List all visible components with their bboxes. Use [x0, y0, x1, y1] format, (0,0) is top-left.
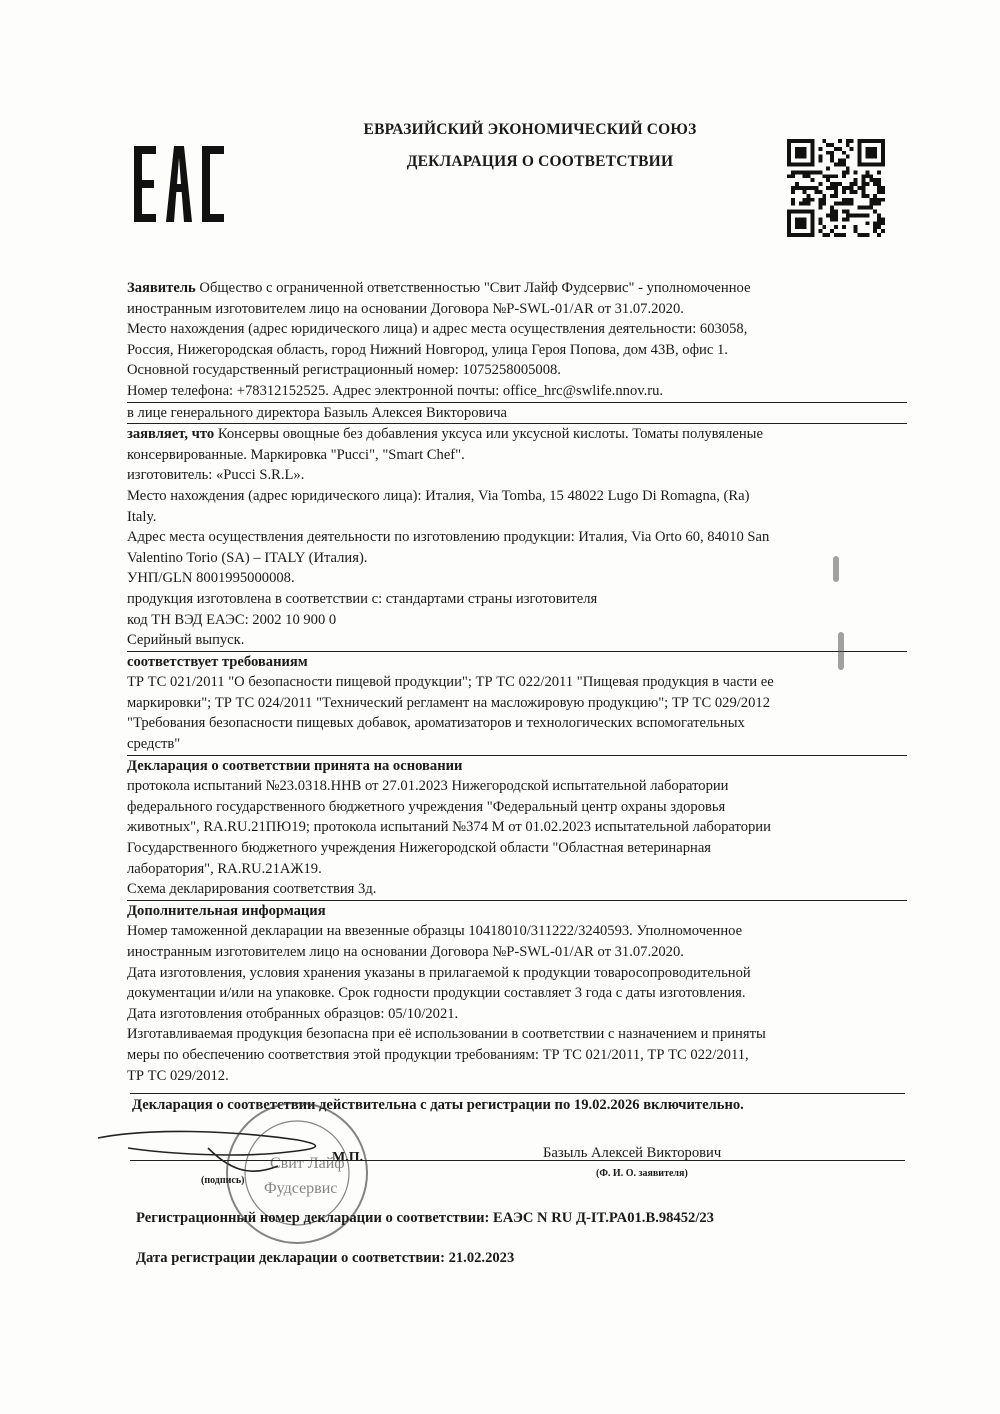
declares-line-10: код ТН ВЭД ЕАЭС: 2002 10 900 0	[127, 611, 337, 628]
eac-logo-icon	[132, 142, 226, 226]
applicant-line-5: Основной государственный регистрационный номер: 1075258005008.	[127, 362, 561, 379]
basis-line-5: лаборатория", RA.RU.21АЖ19.	[127, 860, 322, 877]
registration-number: Регистрационный номер декларации о соответствии: ЕАЭС N RU Д-IT.PA01.B.98452/23	[136, 1210, 714, 1226]
registration-date: Дата регистрации декларации о соответствии: 21.02.2023	[136, 1250, 515, 1266]
validity-text: Декларация о соответствии действительна с даты регистрации по 19.02.2026 включительно.	[132, 1097, 744, 1113]
document-title: ДЕКЛАРАЦИЯ О СООТВЕТСТВИИ	[406, 153, 674, 170]
additional-line-7: меры по обеспечению соответствия этой продукции требованиям: ТР ТС 021/2011, ТР ТС 022/2011,	[127, 1046, 749, 1063]
declares-line-8: УНП/GLN 8001995000008.	[127, 570, 295, 587]
declares-line-11: Серийный выпуск.	[127, 630, 907, 652]
additional-line-3: Дата изготовления, условия хранения указаны в прилагаемой к продукции товаросопроводительной	[127, 964, 751, 981]
additional-line-5: Дата изготовления отобранных образцов: 05/10/2021.	[127, 1005, 459, 1022]
basis-line-6: Схема декларирования соответствия 3д.	[127, 879, 907, 901]
basis-line-1: протокола испытаний №23.0318.НHВ от 27.01.2023 Нижегородской испытательной лаборатории	[127, 778, 729, 795]
basis-line-4: Государственного бюджетного учреждения Нижегородской области "Областная ветеринарная	[127, 840, 712, 857]
union-title: ЕВРАЗИЙСКИЙ ЭКОНОМИЧЕСКИЙ СОЮЗ	[363, 121, 697, 138]
name-caption: (Ф. И. О. заявителя)	[596, 1168, 688, 1179]
applicant-line-1: Заявитель Общество с ограниченной ответственностью "Свит Лайф Фудсервис" - уполномоченное	[127, 280, 751, 296]
applicant-line-3: Место нахождения (адрес юридического лица) и адрес места осуществления деятельности: 603058,	[127, 321, 748, 338]
svg-text:Свит Лайф: Свит Лайф	[270, 1155, 345, 1172]
signer-name: Базыль Алексей Викторович	[543, 1145, 722, 1161]
additional-line-6: Изготавливаемая продукция безопасна при её использовании в соответствии с назначением и приняты	[127, 1026, 766, 1043]
additional-line-4: документации и/или на упаковке. Срок годности продукции составляет 3 года с даты изготовления.	[127, 985, 746, 1002]
svg-text:Фудсервис: Фудсервис	[264, 1180, 338, 1197]
declares-line-9: продукция изготовлена в соответствии с: стандартами страны изготовителя	[127, 590, 598, 607]
additional-line-8: ТР ТС 029/2012.	[127, 1067, 229, 1084]
additional-line-1: Номер таможенной декларации на ввезенные образцы 10418010/311222/3240593. Уполномоченное	[127, 923, 743, 940]
declares-line-1: заявляет, что Консервы овощные без добавления уксуса или уксусной кислоты. Томаты полувяленые	[127, 426, 763, 443]
applicant-line-6: Номер телефона: +78312152525. Адрес электронной почты: office_hrc@swlife.nnov.ru.	[127, 381, 907, 403]
basis-line-3: животных", RA.RU.21ПЮ19; протокола испытаний №374 М от 01.02.2023 испытательной лаборатории	[127, 819, 771, 836]
requirements-line-1: ТР ТС 021/2011 "О безопасности пищевой продукции"; ТР ТС 022/2011 "Пищевая продукция в части ее	[127, 674, 774, 691]
declares-line-2: консервированные. Маркировка "Pucci", "Smart Chef".	[127, 446, 465, 463]
stamp-place-label: М.П.	[332, 1150, 364, 1165]
basis-line-2: федерального государственного бюджетного учреждения "Федеральный центр охраны здоровья	[127, 798, 726, 815]
applicant-line-2: иностранным изготовителем лицо на основании Договора №P-SWL-01/AR от 31.07.2020.	[127, 300, 684, 317]
requirements-line-2: маркировки"; ТР ТС 024/2011 "Технический регламент на масложировую продукцию"; ТР ТС 029/2012	[127, 694, 770, 711]
declares-label: заявляет, что	[127, 426, 215, 443]
ink-mark	[833, 556, 839, 582]
applicant-line-7: в лице генерального директора Базыль Алексея Викторовича	[127, 403, 907, 425]
signature-line	[130, 1160, 905, 1161]
declares-line-5: Italy.	[127, 508, 157, 525]
applicant-label: Заявитель	[127, 280, 196, 296]
ink-mark	[838, 632, 844, 670]
declares-line-7: Valentino Torio (SA) – ITALY (Италия).	[127, 549, 368, 566]
qr-code-icon	[787, 136, 885, 240]
requirements-label: соответствует требованиям	[127, 653, 308, 670]
declares-line-3: изготовитель: «Pucci S.R.L».	[127, 467, 305, 484]
declaration-body	[127, 278, 897, 1086]
applicant-line-4: Россия, Нижегородская область, город Нижний Новгород, улица Героя Попова, дом 43В, офис 1.	[127, 341, 728, 358]
additional-line-2: иностранным изготовителем лицо на основании Договора №P-SWL-01/AR от 31.07.2020.	[127, 944, 684, 960]
validity-divider	[130, 1093, 905, 1094]
declares-line-6: Адрес места осуществления деятельности по изготовлению продукции: Италия, Via Orto 60, 84010 San	[127, 529, 770, 546]
declares-line-4: Место нахождения (адрес юридического лица): Италия, Via Tomba, 15 48022 Lugo Di Romagna, (Ra)	[127, 487, 750, 504]
additional-label: Дополнительная информация	[127, 902, 326, 919]
basis-label: Декларация о соответствии принята на основании	[127, 757, 463, 774]
requirements-line-4: средств"	[127, 734, 907, 756]
requirements-line-3: "Требования безопасности пищевых добавок, ароматизаторов и технологических вспомогательных	[127, 715, 745, 732]
signature-caption: (подпись)	[201, 1175, 245, 1186]
